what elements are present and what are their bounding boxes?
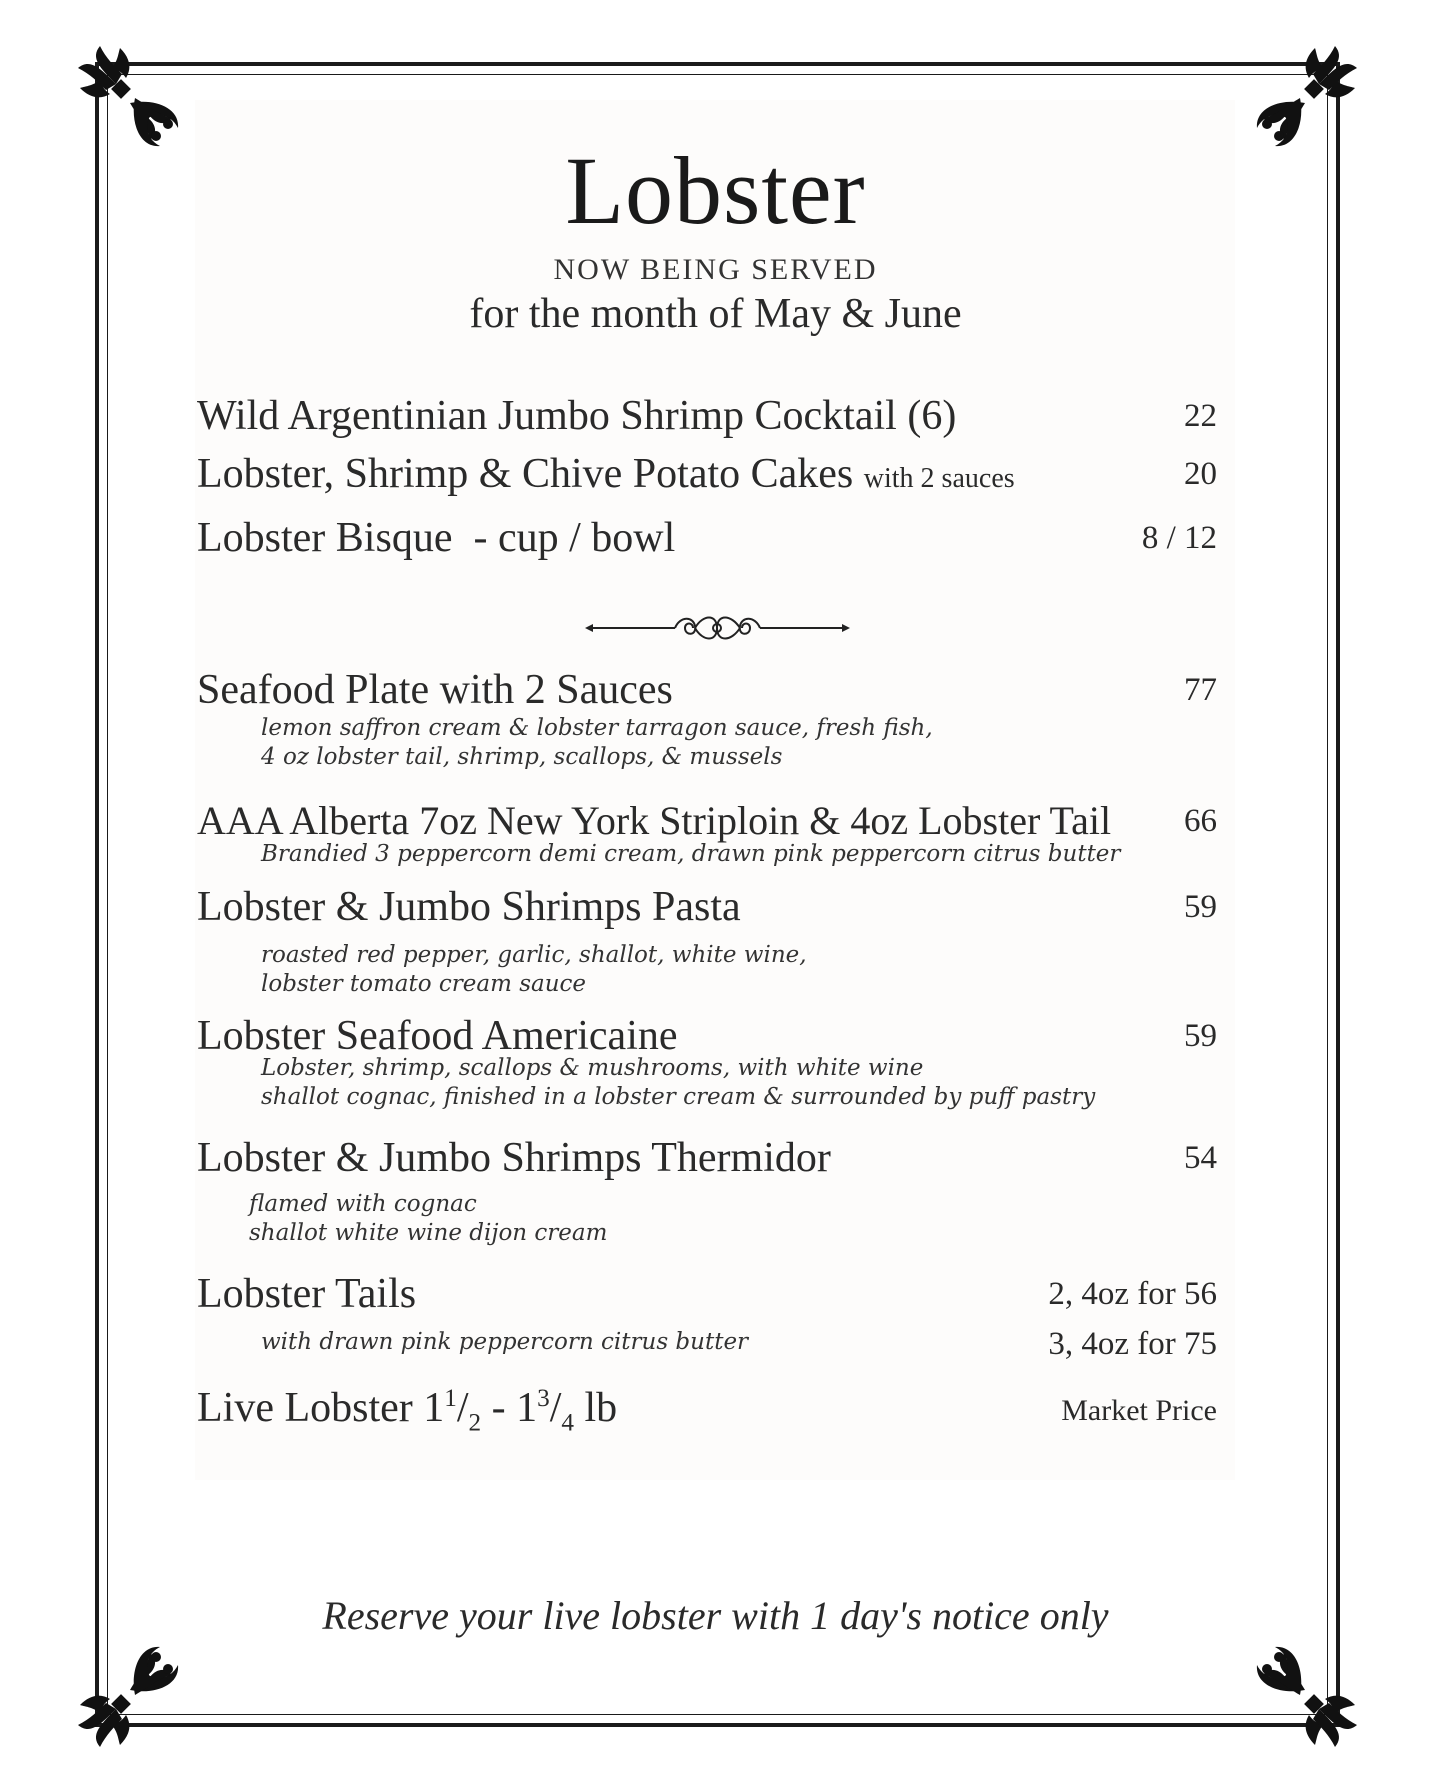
menu-item — [197, 883, 1217, 999]
menu-item — [197, 514, 1217, 562]
menu-item — [197, 1012, 1217, 1112]
item-name: Lobster & Jumbo Shrimps Pasta — [197, 884, 741, 930]
menu-subtitle: NOW BEING SERVED — [553, 253, 878, 286]
item-note: with 2 sauces — [863, 463, 1015, 494]
item-price: 22 — [1184, 398, 1217, 434]
menu-item — [197, 797, 1217, 869]
item-price: 2, 4oz for 56 — [1048, 1276, 1217, 1312]
item-name: Lobster Tails — [197, 1271, 417, 1317]
item-name: Lobster Seafood Americaine — [197, 1013, 678, 1059]
menu-item — [197, 1270, 1217, 1362]
item-price: Market Price — [1061, 1394, 1217, 1427]
menu-item — [197, 1134, 1217, 1248]
item-name: Lobster, Shrimp & Chive Potato Cakes — [197, 451, 854, 497]
item-price: 59 — [1184, 1018, 1217, 1054]
menu-item — [197, 1384, 1217, 1437]
item-name: Lobster Bisque - cup / bowl — [197, 515, 676, 561]
item-description: roasted red pepper, garlic, shallot, white wine, — [261, 942, 807, 968]
menu-item — [197, 392, 1217, 440]
item-description: 4 oz lobster tail, shrimp, scallops, & mussels — [261, 744, 783, 770]
item-description: Brandied 3 peppercorn demi cream, drawn pink peppercorn citrus butter — [261, 841, 1121, 867]
item-price: 66 — [1184, 803, 1217, 839]
reservation-note: Reserve your live lobster with 1 day's notice only — [322, 1593, 1109, 1638]
menu-title: Lobster — [565, 137, 866, 244]
item-price-secondary: 3, 4oz for 75 — [1048, 1326, 1217, 1362]
item-description: shallot cognac, finished in a lobster cream & surrounded by puff pastry — [261, 1084, 1096, 1110]
item-name: Wild Argentinian Jumbo Shrimp Cocktail (6) — [197, 393, 957, 439]
item-name: Seafood Plate with 2 Sauces — [197, 667, 673, 713]
item-description: Lobster, shrimp, scallops & mushrooms, with white wine — [261, 1055, 924, 1081]
item-description: lobster tomato cream sauce — [261, 971, 587, 997]
menu-item — [197, 666, 1217, 772]
item-description: shallot white wine dijon cream — [249, 1220, 608, 1246]
scroll-divider-ornament — [585, 610, 850, 646]
item-price: 8 / 12 — [1141, 520, 1217, 556]
item-name: AAA Alberta 7oz New York Striploin & 4oz Lobster Tail — [197, 798, 1112, 843]
item-name: Lobster & Jumbo Shrimps Thermidor — [197, 1135, 831, 1181]
item-price: 77 — [1184, 672, 1217, 708]
item-name: Live Lobster $1^1/_2 - 1^3/_4$ lb — [197, 1385, 618, 1437]
item-description: with drawn pink peppercorn citrus butter — [261, 1329, 749, 1355]
item-description: lemon saffron cream & lobster tarragon sauce, fresh fish, — [261, 715, 933, 741]
item-description: flamed with cognac — [249, 1191, 477, 1217]
item-price: 59 — [1184, 889, 1217, 925]
item-price: 54 — [1184, 1140, 1217, 1176]
menu-item — [197, 450, 1217, 498]
item-price: 20 — [1184, 456, 1217, 492]
menu-season: for the month of May & June — [469, 291, 962, 337]
